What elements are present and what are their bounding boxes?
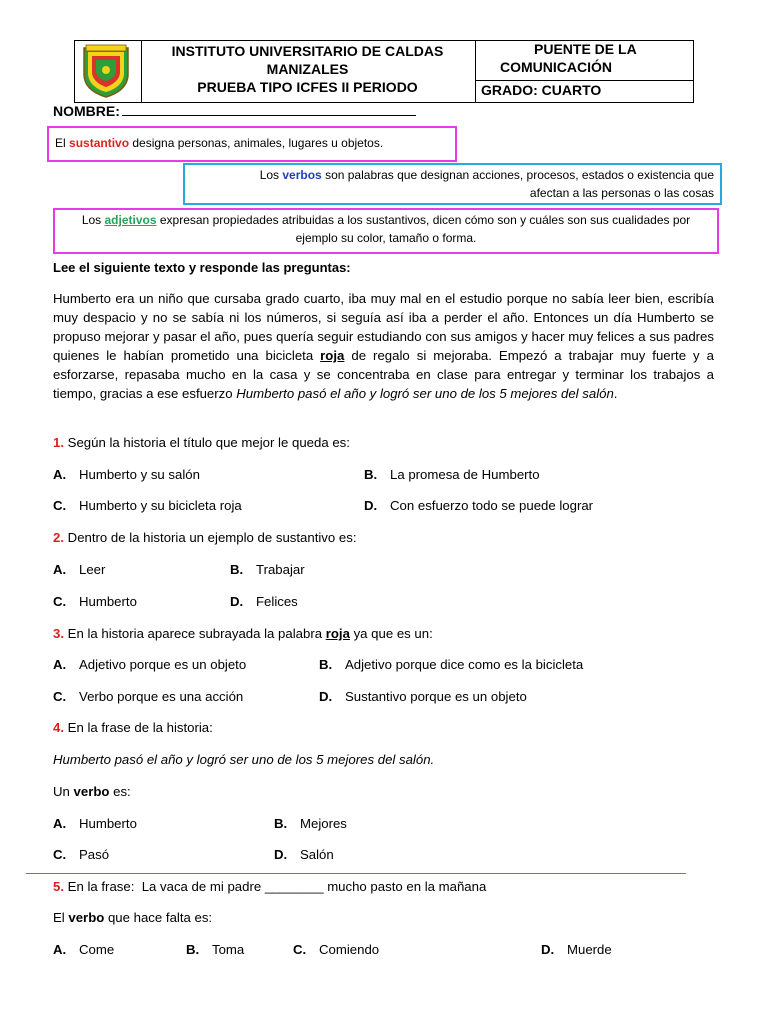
definition-verbos xyxy=(183,163,722,205)
option-letter: D. xyxy=(364,498,378,513)
option-1b[interactable] xyxy=(364,467,540,482)
definition-text: El xyxy=(55,136,70,150)
definition-sustantivo xyxy=(47,126,457,162)
subject-area-line: COMUNICACIÓN xyxy=(500,59,612,75)
option-letter: B. xyxy=(186,942,200,957)
institution-line: INSTITUTO UNIVERSITARIO DE CALDAS xyxy=(171,43,444,59)
option-2b[interactable] xyxy=(230,562,305,577)
prompt-bold: verbo xyxy=(68,910,105,925)
option-letter: A. xyxy=(53,657,67,672)
prompt-text: que hace falta es: xyxy=(104,910,213,925)
option-letter: B. xyxy=(319,657,333,672)
question-4-prompt xyxy=(53,784,131,799)
option-letter: B. xyxy=(364,467,378,482)
question-number: 1. xyxy=(53,435,64,450)
option-1a[interactable] xyxy=(53,467,200,482)
option-5a[interactable] xyxy=(53,942,114,957)
subject-area xyxy=(500,40,680,76)
question-4-phrase: Humberto pasó el año y logró ser uno de los 5 mejores del salón. xyxy=(53,752,435,767)
question-2 xyxy=(53,530,357,545)
prompt-text: El xyxy=(53,910,69,925)
option-letter: A. xyxy=(53,816,67,831)
story-part: Humberto era un niño que cursaba grado cuarto, iba muy mal en el estudio porque no sabía leer bien, escribía muy despacio y no se sabía ni los números, si seguía así iba a perder el año. Entonces un día Humberto se propuso mejorar y pasar el año, pues quería seguir estudiando con sus amigos y hacer muy felices a sus padres quienes le habían prometido una bicicleta xyxy=(53,291,714,363)
option-letter: D. xyxy=(319,689,333,704)
option-1d[interactable] xyxy=(364,498,593,513)
story-text xyxy=(53,289,714,403)
option-3b[interactable] xyxy=(319,657,583,672)
option-letter: A. xyxy=(53,942,67,957)
story-part: de regalo si mejoraba. Empezó a trabajar muy fuerte y a esforzarse, repasaba mucho en la casa y se concentraba en clase para entregar y terminar los trabajos a tiempo, gracias a ese esfuerzo xyxy=(53,348,714,401)
option-2d[interactable] xyxy=(230,594,298,609)
definition-adjetivos xyxy=(53,208,719,254)
definition-text: expresan propiedades atribuidas a los sustantivos, dicen cómo son y cuáles son sus cualidades por ejemplo su color, tamaño o forma. xyxy=(156,213,691,245)
prompt-text: es: xyxy=(109,784,131,799)
option-2c[interactable] xyxy=(53,594,137,609)
option-text: Toma xyxy=(212,942,245,957)
prompt-text: Un xyxy=(53,784,74,799)
option-text: Verbo porque es una acción xyxy=(79,689,244,704)
instruction: Lee el siguiente texto y responde las preguntas: xyxy=(53,260,351,275)
question-number: 5. xyxy=(53,879,64,894)
option-4d[interactable] xyxy=(274,847,334,862)
question-text: En la frase de la historia: xyxy=(64,720,213,735)
name-label: NOMBRE: xyxy=(53,103,120,119)
option-letter: D. xyxy=(274,847,288,862)
option-text: Adjetivo porque dice como es la bicicleta xyxy=(345,657,584,672)
question-text: Según la historia el título que mejor le queda es: xyxy=(64,435,350,450)
option-letter: A. xyxy=(53,467,67,482)
definition-text: designa personas, animales, lugares u objetos. xyxy=(129,136,384,150)
option-5b[interactable] xyxy=(186,942,244,957)
definition-text: Los xyxy=(81,213,105,227)
question-number: 4. xyxy=(53,720,64,735)
section-divider xyxy=(26,873,686,874)
option-text: Leer xyxy=(79,562,106,577)
option-5d[interactable] xyxy=(541,942,612,957)
option-3d[interactable] xyxy=(319,689,527,704)
option-text: Comiendo xyxy=(319,942,380,957)
question-number: 2. xyxy=(53,530,64,545)
question-text: Dentro de la historia un ejemplo de sustantivo es: xyxy=(64,530,357,545)
option-text: Con esfuerzo todo se puede lograr xyxy=(390,498,594,513)
option-text: Humberto y su salón xyxy=(79,467,200,482)
option-letter: C. xyxy=(53,689,67,704)
definition-term: adjetivos xyxy=(104,213,157,227)
definition-term: sustantivo xyxy=(69,136,130,150)
question-underlined-word: roja xyxy=(325,626,350,641)
option-text: Felices xyxy=(256,594,298,609)
institution-city: MANIZALES xyxy=(266,61,349,77)
option-letter: C. xyxy=(53,847,67,862)
option-text: Sustantivo porque es un objeto xyxy=(345,689,527,704)
option-text: Humberto xyxy=(79,816,137,831)
name-blank-line[interactable] xyxy=(122,103,416,116)
option-text: La promesa de Humberto xyxy=(390,467,540,482)
story-underlined-word: roja xyxy=(320,348,345,363)
option-letter: D. xyxy=(230,594,244,609)
question-1 xyxy=(53,435,350,450)
option-text: Humberto y su bicicleta roja xyxy=(79,498,242,513)
question-5-prompt xyxy=(53,910,212,925)
institution-name xyxy=(141,42,474,96)
name-field xyxy=(53,103,416,119)
option-letter: C. xyxy=(53,594,67,609)
grade-label: GRADO: CUARTO xyxy=(481,82,602,98)
option-text: Mejores xyxy=(300,816,347,831)
question-3 xyxy=(53,626,433,641)
school-crest-icon xyxy=(80,44,132,98)
option-letter: C. xyxy=(53,498,67,513)
question-4 xyxy=(53,720,213,735)
option-5c[interactable] xyxy=(293,942,379,957)
definition-text: Los xyxy=(259,168,283,182)
option-letter: B. xyxy=(274,816,288,831)
option-text: Pasó xyxy=(79,847,110,862)
option-3c[interactable] xyxy=(53,689,243,704)
option-letter: D. xyxy=(541,942,555,957)
option-4c[interactable] xyxy=(53,847,109,862)
option-4a[interactable] xyxy=(53,816,137,831)
question-number: 3. xyxy=(53,626,64,641)
option-letter: C. xyxy=(293,942,307,957)
option-3a[interactable] xyxy=(53,657,246,672)
prompt-bold: verbo xyxy=(73,784,110,799)
exam-title: PRUEBA TIPO ICFES II PERIODO xyxy=(197,79,418,95)
question-text: En la frase: La vaca de mi padre ________ mucho pasto en la mañana xyxy=(64,879,487,894)
definition-text: son palabras que designan acciones, procesos, estados o existencia que afectan a las personas o las cosas xyxy=(321,168,714,200)
definition-term: verbos xyxy=(282,168,322,182)
subject-area-line: PUENTE DE LA xyxy=(534,41,637,57)
option-4b[interactable] xyxy=(274,816,347,831)
option-text: Trabajar xyxy=(256,562,305,577)
option-letter: B. xyxy=(230,562,244,577)
question-text: ya que es un: xyxy=(349,626,433,641)
story-italic: Humberto pasó el año y logró ser uno de los 5 mejores del salón xyxy=(236,386,614,401)
question-text: En la historia aparece subrayada la palabra xyxy=(64,626,326,641)
option-text: Come xyxy=(79,942,115,957)
option-text: Muerde xyxy=(567,942,612,957)
option-text: Salón xyxy=(300,847,334,862)
option-text: Humberto xyxy=(79,594,137,609)
option-text: Adjetivo porque es un objeto xyxy=(79,657,247,672)
option-2a[interactable] xyxy=(53,562,105,577)
question-5 xyxy=(53,879,486,894)
story-part: . xyxy=(613,386,618,401)
option-letter: A. xyxy=(53,562,67,577)
option-1c[interactable] xyxy=(53,498,242,513)
header-divider xyxy=(475,41,476,102)
